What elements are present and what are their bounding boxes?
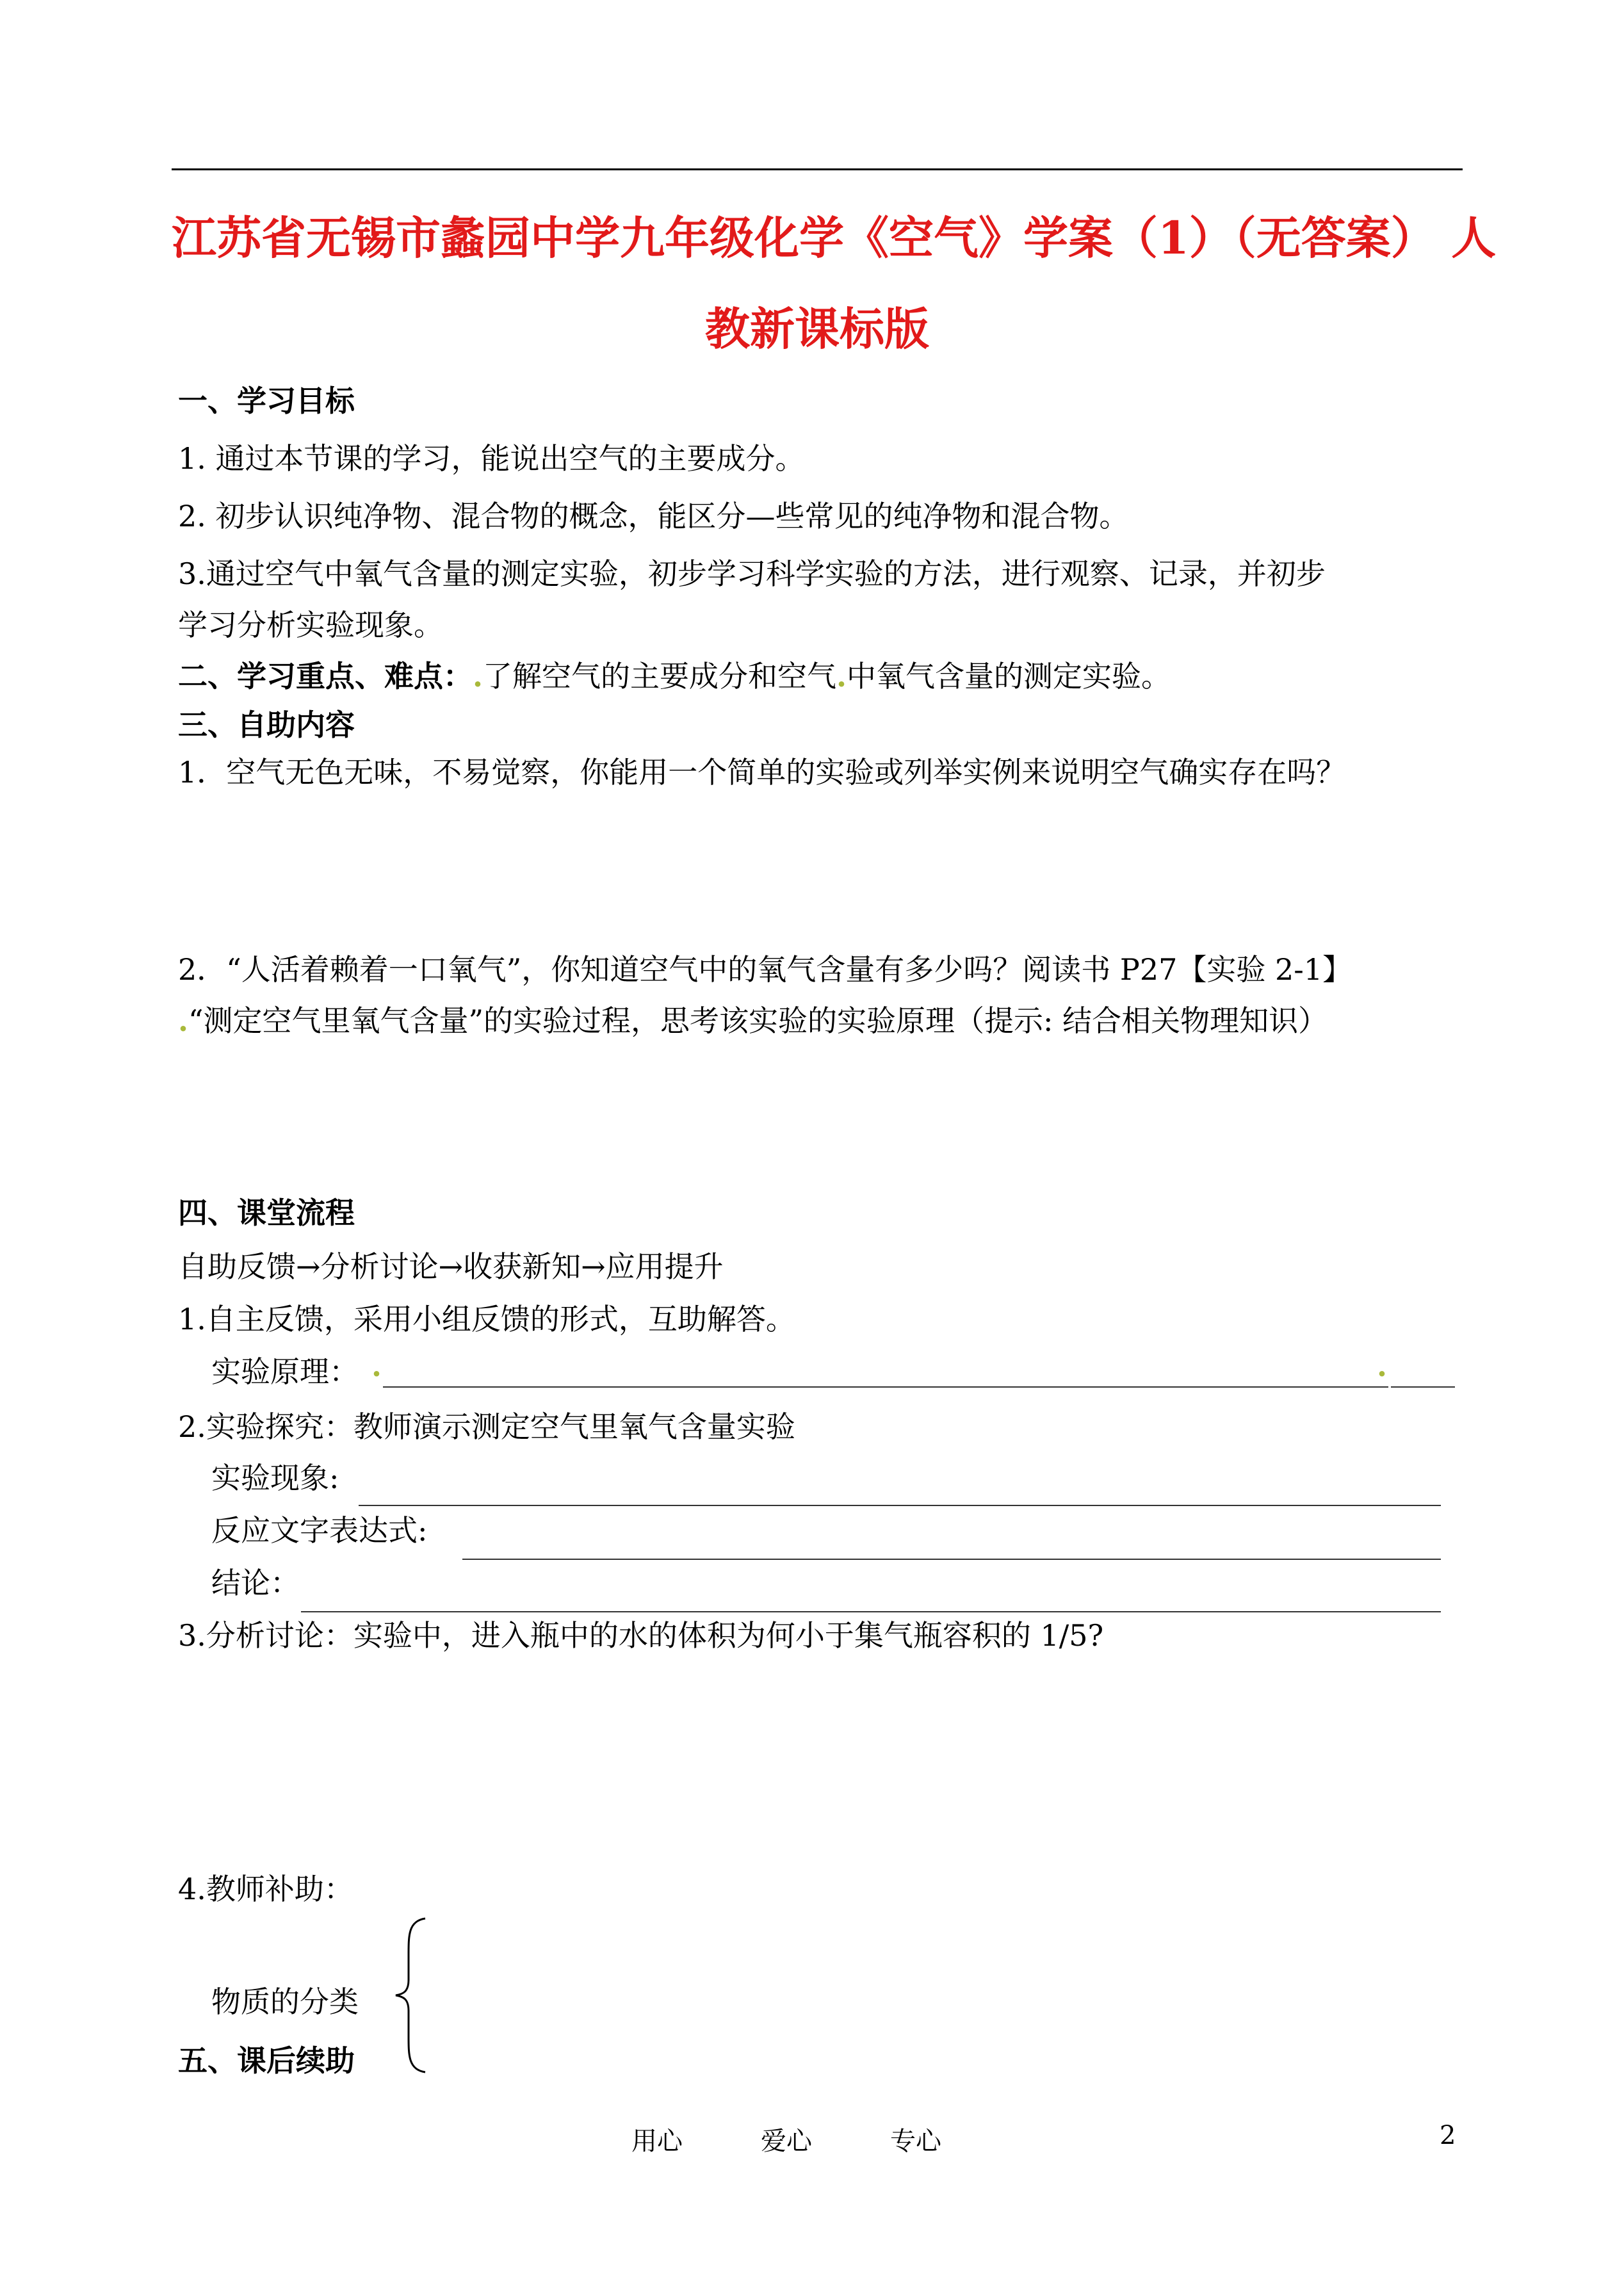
marker-dot: . <box>1377 1349 1388 1383</box>
footer-motto: 专心 <box>890 2127 941 2156</box>
section-heading-objectives: 一、学习目标 <box>178 384 355 418</box>
key-points-text: 中氧气含量的测定实验。 <box>847 659 1171 693</box>
section-heading-self-study: 三、自助内容 <box>178 708 355 742</box>
marker-dot: . <box>178 1003 189 1038</box>
objective-item: 1. 通过本节课的学习，能说出空气的主要成分。 <box>178 441 805 476</box>
page-number: 2 <box>1440 2121 1456 2150</box>
phenomenon-label: 实验现象: <box>211 1461 339 1495</box>
footer-motto: 爱心 <box>761 2127 812 2156</box>
section-heading-after-class: 五、课后续助 <box>178 2043 355 2078</box>
self-study-question-2-continued-line <box>178 998 1328 1040</box>
principle-answer-line-end[interactable] <box>1391 1386 1455 1388</box>
document-title-continued: 教新课标版 <box>705 302 929 355</box>
key-points-text: 了解空气的主要成分和空气 <box>483 659 837 693</box>
section-heading-key-points: 二、学习重点、难点： <box>178 659 473 693</box>
left-brace-icon <box>392 1916 430 2075</box>
marker-dot: . <box>473 659 483 693</box>
document-title: 江苏省无锡市蠡园中学九年级化学《空气》学案（1）（无答案） 人 <box>172 211 1497 264</box>
class-flow-sequence: 自助反馈→分析讨论→收获新知→应用提升 <box>178 1249 724 1284</box>
conclusion-label: 结论： <box>211 1566 300 1600</box>
marker-dot: . <box>371 1349 382 1383</box>
phenomenon-answer-line[interactable] <box>359 1505 1441 1506</box>
footer-motto: 用心 <box>631 2127 683 2156</box>
objective-item: 2. 初步认识纯净物、混合物的概念，能区分—些常见的纯净物和混合物。 <box>178 499 1129 533</box>
flow-item-1: 1.自主反馈，采用小组反馈的形式，互助解答。 <box>178 1302 795 1336</box>
marker-dot: . <box>836 659 847 693</box>
classification-label: 物质的分类 <box>211 1984 359 2019</box>
flow-item-2: 2.实验探究：教师演示测定空气里氧气含量实验 <box>178 1409 795 1444</box>
equation-answer-line[interactable] <box>462 1559 1441 1560</box>
principle-label: 实验原理： <box>211 1354 359 1389</box>
flow-item-4: 4.教师补助： <box>178 1872 353 1906</box>
key-points-line <box>178 653 1171 695</box>
equation-label: 反应文字表达式: <box>211 1513 428 1548</box>
self-study-question-2: 2．“人活着赖着一口氧气”，你知道空气中的氧气含量有多少吗？阅读书 P27【实验 2-1】 <box>178 952 1352 987</box>
self-study-question-1: 1．空气无色无味，不易觉察，你能用一个简单的实验或列举实例来说明空气确实存在吗？ <box>178 755 1346 790</box>
objective-item: 3.通过空气中氧气含量的测定实验，初步学习科学实验的方法，进行观察、记录，并初步 <box>178 556 1326 591</box>
section-heading-class-flow: 四、课堂流程 <box>178 1196 355 1230</box>
objective-item-continued: 学习分析实验现象。 <box>178 608 443 642</box>
principle-answer-line[interactable] <box>383 1386 1388 1388</box>
self-study-question-2-continued: “测定空气里氧气含量”的实验过程，思考该实验的实验原理（提示: 结合相关物理知识） <box>188 1003 1328 1038</box>
header-rule <box>172 168 1463 170</box>
flow-item-3: 3.分析讨论：实验中，进入瓶中的水的体积为何小于集气瓶容积的 1/5? <box>178 1618 1104 1653</box>
